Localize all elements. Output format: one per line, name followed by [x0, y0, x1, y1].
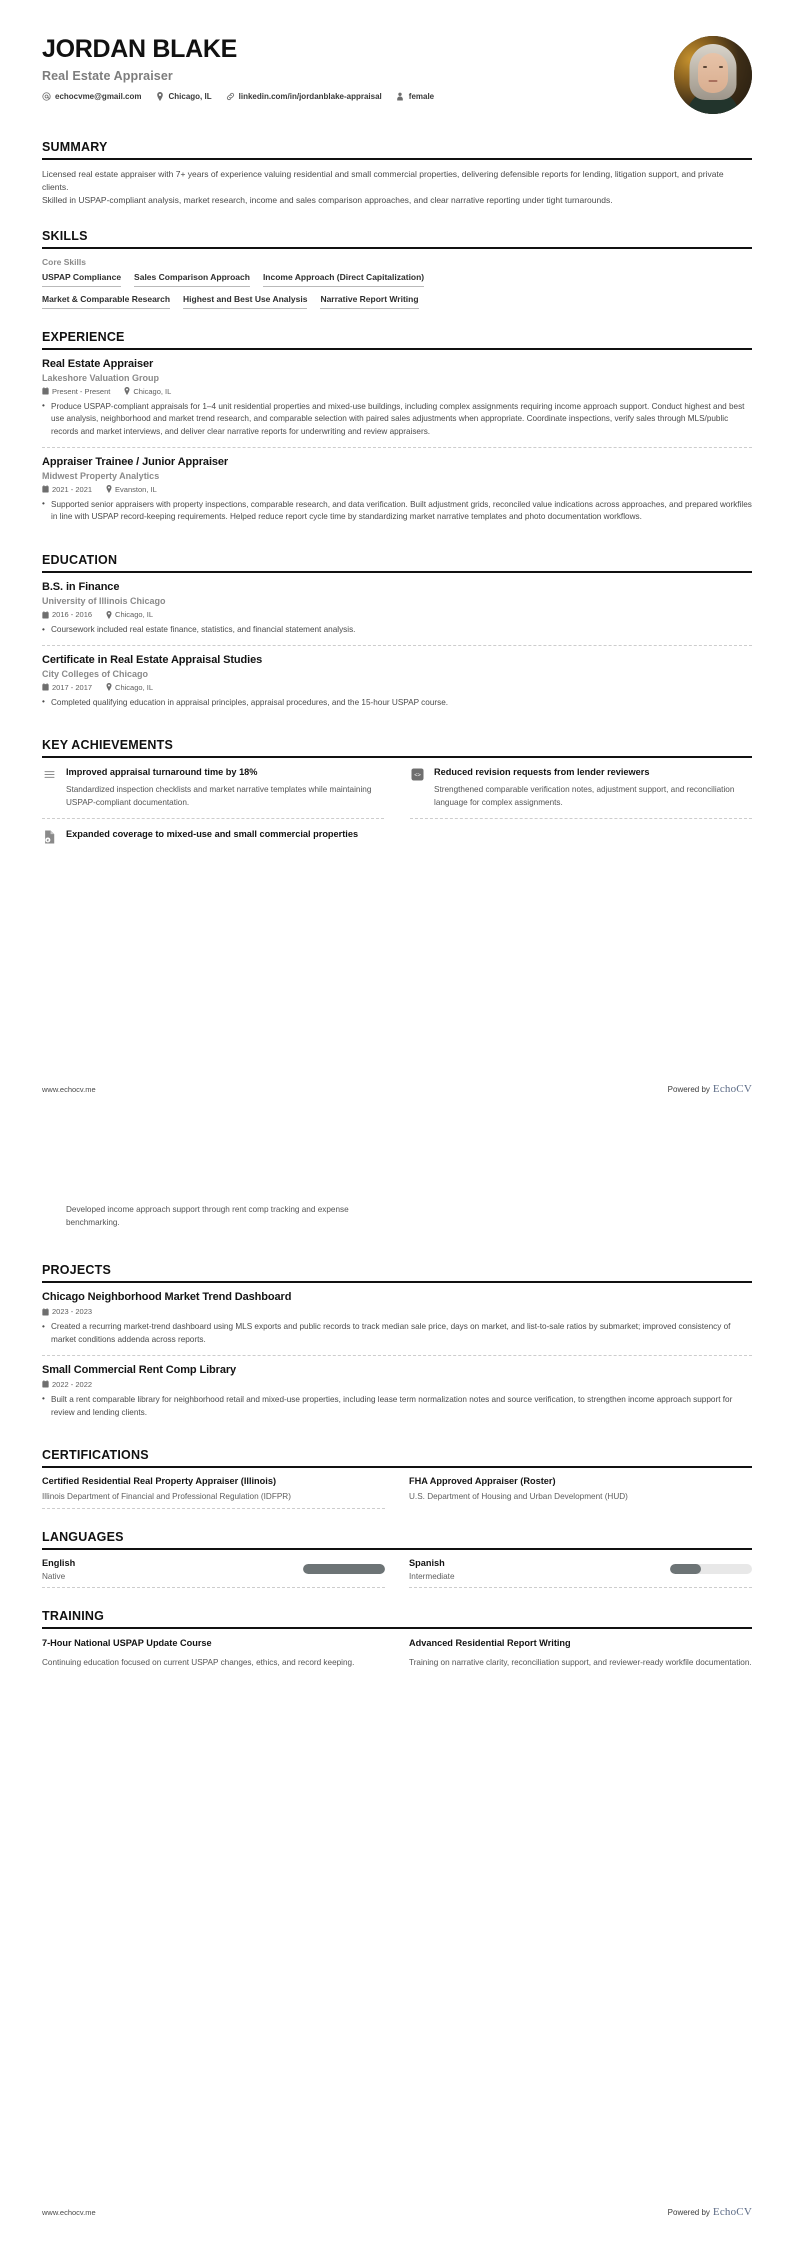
entry-meta: [42, 683, 752, 692]
entry-location-text: Evanston, IL: [115, 484, 157, 494]
resume-page-2: [0, 1123, 794, 2246]
skills-body: [42, 249, 752, 309]
calendar-icon: [42, 485, 49, 493]
contact-email[interactable]: [42, 92, 142, 101]
section-heading-experience: EXPERIENCE: [42, 329, 125, 344]
contact-row: [42, 92, 674, 101]
achievement-description-continued-wrapper: [42, 1204, 372, 1229]
contact-location-text: Chicago, IL: [168, 91, 212, 101]
page-break-spacer: [42, 1153, 752, 1199]
link-icon: [226, 92, 235, 101]
section-heading-key-achievements: KEY ACHIEVEMENTS: [42, 738, 174, 753]
education-entry: [42, 581, 752, 645]
location-pin-icon: [156, 92, 165, 101]
entry-bullet: • Built a rent comparable library for neighborhood retail and mixed-use properties, including lease term normalization notes and source verification, to strengthen income approach support for review and lending clients.: [42, 1394, 752, 1419]
page-footer: [42, 2206, 752, 2218]
entry-dates: [42, 485, 92, 494]
footer-brand: [668, 1083, 752, 1095]
entry-organization: Lakeshore Valuation Group: [42, 372, 160, 383]
certifications-body: [42, 1468, 752, 1509]
footer-url[interactable]: www.echocv.me: [42, 1084, 96, 1094]
calendar-icon: [42, 683, 49, 691]
achievement-description: Standardized inspection checklists and market narrative templates while maintaining USPAP-compliant documentation.: [66, 784, 372, 807]
certification-item: [42, 1476, 385, 1509]
section-experience: [42, 330, 752, 533]
svg-text:<>: <>: [414, 773, 421, 780]
skill-chip: USPAP Compliance: [42, 272, 121, 287]
achievement-description: Strengthened comparable verification notes, adjustment support, and reconciliation language for complex assignments.: [434, 784, 735, 807]
skills-group-label: Core Skills: [42, 256, 86, 267]
contact-gender-text: female: [408, 91, 435, 101]
skill-chip: Sales Comparison Approach: [134, 272, 250, 287]
section-training: [42, 1609, 752, 1669]
experience-entry: [42, 447, 752, 532]
entry-dates: [42, 1380, 92, 1389]
skill-row: [42, 294, 752, 309]
entry-organization: City Colleges of Chicago: [42, 668, 149, 679]
skill-chip: Market & Comparable Research: [42, 294, 170, 309]
certification-name: FHA Approved Appraiser (Roster): [409, 1476, 556, 1487]
section-certifications: [42, 1448, 752, 1509]
footer-brand-name: EchoCV: [712, 1083, 752, 1095]
projects-body: [42, 1283, 752, 1427]
language-level: Native: [42, 1572, 66, 1582]
certification-issuer: U.S. Department of Housing and Urban Development (HUD): [409, 1492, 628, 1502]
entry-dates: [42, 683, 92, 692]
entry-bullets: [42, 499, 752, 524]
list-lines-icon: [42, 767, 57, 782]
entry-bullets: [42, 624, 752, 637]
calendar-icon: [42, 611, 49, 619]
code-badge-icon: [410, 767, 425, 782]
entry-dates: [42, 387, 110, 396]
entry-meta: [42, 1380, 752, 1389]
entry-location: [123, 387, 171, 396]
language-proficiency-fill: [303, 1564, 385, 1574]
summary-paragraph: Licensed real estate appraiser with 7+ years of experience valuing residential and small commercial properties, delivering defensible reports for lending, litigation support, and private clients.: [42, 169, 724, 193]
resume-header: [42, 30, 752, 114]
achievement-column-right: [410, 766, 752, 862]
section-projects: [42, 1263, 752, 1427]
achievement-title: Reduced revision requests from lender reviewers: [434, 767, 650, 778]
avatar-mouth: [709, 80, 718, 82]
entry-bullet: • Produce USPAP-compliant appraisals for 1–4 unit residential properties and mixed-use buildings, including complex assignments requiring income approach support. Conduct highest and best use analysis, neighborhood and market trend research, and comparable selection with paired sales adjustments when appropriate. Coordinate inspections, verify sales through MLS/public records and market interviews, and deliver clear narrative reports for underwriting and review appraisers.: [42, 401, 752, 439]
training-item: [42, 1637, 385, 1669]
calendar-icon: [42, 1380, 49, 1388]
skill-chip: Highest and Best Use Analysis: [183, 294, 307, 309]
achievement-item: [42, 766, 384, 819]
skill-chip: Narrative Report Writing: [320, 294, 418, 309]
page-footer: [42, 1083, 752, 1095]
certification-issuer: Illinois Department of Financial and Professional Regulation (IDFPR): [42, 1492, 291, 1502]
calendar-icon: [42, 387, 49, 395]
contact-linkedin-text: linkedin.com/in/jordanblake-appraisal: [238, 91, 382, 101]
project-entry: [42, 1291, 752, 1354]
summary-body: [42, 160, 752, 208]
entry-title: Small Commercial Rent Comp Library: [42, 1363, 237, 1376]
contact-gender: [396, 92, 434, 101]
summary-paragraph: Skilled in USPAP-compliant analysis, market research, income and sales comparison approaches, and clear narrative reporting under tight turnarounds.: [42, 195, 613, 206]
entry-title: Appraiser Trainee / Junior Appraiser: [42, 455, 229, 468]
skill-row: [42, 272, 752, 287]
location-pin-icon: [105, 683, 112, 691]
footer-powered-by-label: Powered by: [667, 1085, 710, 1094]
entry-location-text: Chicago, IL: [115, 682, 153, 692]
achievement-column-left: [42, 766, 384, 862]
language-proficiency-bar: [303, 1564, 385, 1574]
project-entry: [42, 1355, 752, 1427]
entry-location: [105, 683, 153, 692]
entry-dates-text: 2021 - 2021: [52, 484, 93, 494]
section-summary: [42, 140, 752, 208]
section-education: [42, 553, 752, 717]
entry-location: [105, 485, 157, 494]
contact-location: [156, 92, 212, 101]
key-achievements-body: [42, 758, 752, 862]
language-level: Intermediate: [409, 1572, 455, 1582]
section-key-achievements: [42, 738, 752, 862]
entry-dates: [42, 1307, 92, 1316]
achievement-item: [42, 828, 384, 853]
training-description: Continuing education focused on current USPAP changes, ethics, and record keeping.: [42, 1657, 355, 1667]
footer-brand-name: EchoCV: [712, 2206, 752, 2218]
avatar: [674, 36, 752, 114]
person-icon: [396, 92, 405, 101]
entry-title: Real Estate Appraiser: [42, 357, 154, 370]
entry-organization: Midwest Property Analytics: [42, 470, 160, 481]
entry-meta: [42, 387, 752, 396]
entry-bullet: • Completed qualifying education in appraisal principles, appraisal procedures, and the 15-hour USPAP course.: [42, 697, 752, 710]
experience-entry: [42, 358, 752, 447]
contact-linkedin[interactable]: [226, 92, 382, 101]
contact-email-text: echocvme@gmail.com: [55, 91, 142, 101]
languages-body: [42, 1550, 752, 1588]
skill-chip: Income Approach (Direct Capitalization): [263, 272, 424, 287]
email-icon: [42, 92, 51, 101]
entry-title: Chicago Neighborhood Market Trend Dashboard: [42, 1291, 292, 1304]
entry-title: Certificate in Real Estate Appraisal Studies: [42, 653, 263, 666]
entry-location-text: Chicago, IL: [133, 386, 172, 396]
entry-location-text: Chicago, IL: [115, 610, 153, 620]
section-skills: [42, 229, 752, 309]
entry-dates-text: 2023 - 2023: [52, 1307, 93, 1317]
education-entry: [42, 645, 752, 718]
file-currency-icon: [42, 829, 57, 844]
section-heading-summary: SUMMARY: [42, 140, 108, 154]
section-heading-skills: SKILLS: [42, 228, 88, 243]
language-name: Spanish: [409, 1558, 445, 1569]
entry-dates: [42, 610, 92, 619]
section-heading-languages: LANGUAGES: [42, 1530, 124, 1545]
training-item: [409, 1637, 752, 1669]
experience-body: [42, 350, 752, 533]
entry-dates-text: 2016 - 2016: [52, 610, 93, 620]
location-pin-icon: [123, 387, 130, 395]
entry-organization: University of Illinois Chicago: [42, 596, 166, 607]
entry-bullets: [42, 401, 752, 439]
entry-dates-text: Present - Present: [52, 386, 111, 396]
header-text-block: [42, 34, 674, 101]
entry-bullet: • Supported senior appraisers with property inspections, comparable research, and data verification. Built adjustment grids, reconciled value indications across approaches, and prepared workfiles in line with USPAP record-keeping requirements. Helped reduce report cycle time by standardizing market narrative templates and photo documentation workflows.: [42, 499, 752, 524]
language-item: [409, 1558, 752, 1588]
entry-bullet: • Created a recurring market-trend dashboard using MLS exports and public records to track median sale price, days on market, and list-to-sale ratios by submarket; improved consistency of market conditions addenda across reports.: [42, 1321, 752, 1346]
entry-meta: [42, 485, 752, 494]
language-proficiency-fill: [670, 1564, 701, 1574]
section-heading-training: TRAINING: [42, 1609, 105, 1624]
training-description: Training on narrative clarity, reconciliation support, and reviewer-ready workfile documentation.: [409, 1657, 752, 1667]
entry-dates-text: 2017 - 2017: [52, 682, 93, 692]
footer-powered-by-label: Powered by: [667, 2208, 710, 2217]
training-name: Advanced Residential Report Writing: [409, 1638, 571, 1649]
language-proficiency-bar: [670, 1564, 752, 1574]
entry-meta: [42, 610, 752, 619]
achievement-title: Improved appraisal turnaround time by 18%: [66, 767, 258, 778]
entry-bullet: • Coursework included real estate finance, statistics, and financial statement analysis.: [42, 624, 752, 637]
entry-location: [105, 610, 153, 619]
avatar-face: [698, 53, 728, 93]
achievement-description: Developed income approach support through rent comp tracking and expense benchmarking.: [66, 1205, 349, 1227]
entry-bullets: [42, 697, 752, 710]
section-heading-projects: PROJECTS: [42, 1263, 111, 1278]
job-title: Real Estate Appraiser: [42, 68, 173, 83]
certification-item: [409, 1476, 752, 1509]
achievement-title: Expanded coverage to mixed-use and small commercial properties: [66, 829, 359, 840]
training-body: [42, 1629, 752, 1669]
achievement-item: [410, 766, 752, 819]
certification-name: Certified Residential Real Property Appraiser (Illinois): [42, 1476, 276, 1487]
entry-title: B.S. in Finance: [42, 581, 120, 594]
entry-bullets: [42, 1321, 752, 1346]
section-heading-education: EDUCATION: [42, 553, 118, 568]
section-languages: [42, 1530, 752, 1588]
language-item: [42, 1558, 385, 1588]
svg-text:¢: ¢: [46, 837, 49, 843]
training-name: 7-Hour National USPAP Update Course: [42, 1638, 212, 1649]
calendar-icon: [42, 1308, 49, 1316]
location-pin-icon: [105, 485, 112, 493]
section-heading-certifications: CERTIFICATIONS: [42, 1448, 149, 1463]
language-name: English: [42, 1558, 76, 1569]
footer-brand: [668, 2206, 752, 2218]
footer-url[interactable]: www.echocv.me: [42, 2207, 96, 2217]
entry-meta: [42, 1307, 752, 1316]
education-body: [42, 573, 752, 717]
entry-bullets: [42, 1394, 752, 1419]
page-title: JORDAN BLAKE: [42, 35, 238, 63]
location-pin-icon: [105, 611, 112, 619]
entry-dates-text: 2022 - 2022: [52, 1379, 93, 1389]
